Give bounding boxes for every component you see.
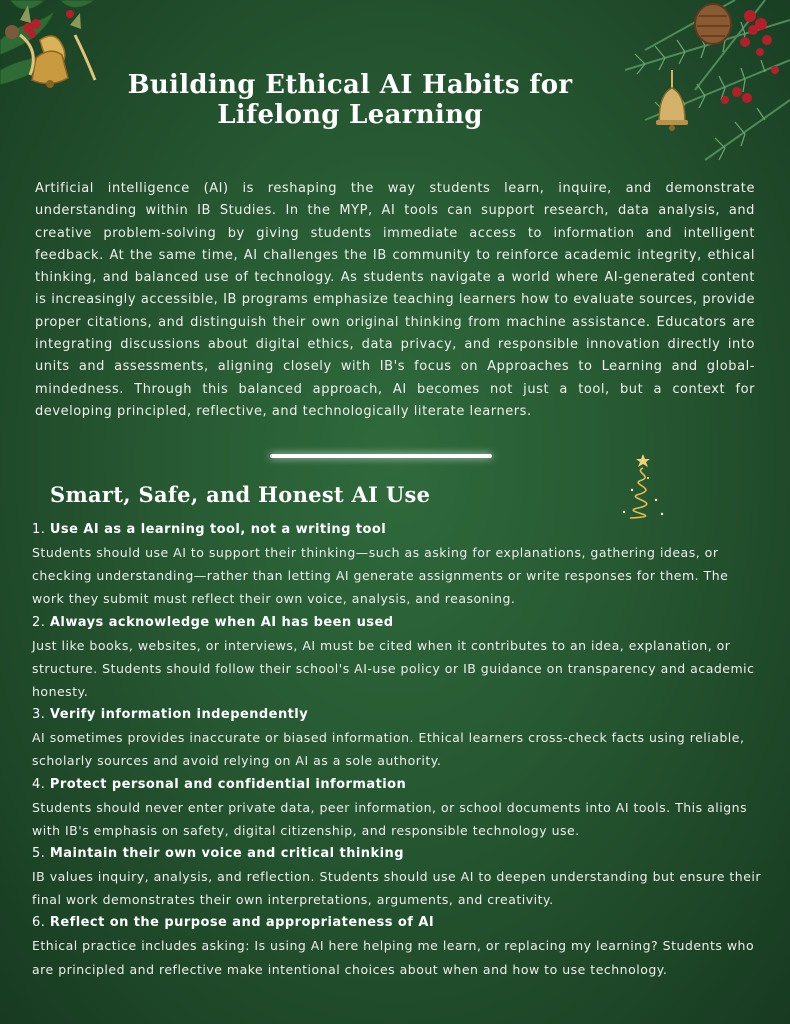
tip-title bbox=[32, 703, 762, 726]
tip-number: 4. bbox=[32, 776, 46, 792]
tip-title-text: Protect personal and confidential information bbox=[49, 776, 407, 792]
page-title: Building Ethical AI Habits for Lifelong Learning bbox=[127, 70, 573, 130]
tip-title bbox=[32, 842, 762, 865]
tip-body: AI sometimes provides inaccurate or biased information. Ethical learners cross-check facts using reliable, scholarly sources and avoid relying on AI as a sole authority. bbox=[32, 730, 745, 769]
intro-paragraph: Artificial intelligence (AI) is reshaping the way students learn, inquire, and demonstrate understanding within IB Studies. In the MYP, AI tools can support research, data analysis, and creative problem-solving by giving students immediate access to information and intelligent feedback. At the same time, AI challenges the IB community to reinforce academic integrity, ethical thinking, and balanced use of technology. As students navigate a world where AI-generated content is increasingly accessible, IB programs emphasize teaching learners how to evaluate sources, provide proper citations, and distinguish their own original thinking from machine assistance. Educators are integrating discussions about digital ethics, data privacy, and responsible innovation directly into units and assessments, aligning closely with IB's focus on Approaches to Learning and global-mindedness. Through this balanced approach, AI becomes not just a tool, but a context for developing principled, reflective, and technologically literate learners. bbox=[35, 181, 755, 419]
tip-body: Just like books, websites, or interviews, AI must be cited when it contributes to an idea, explanation, or structure. Students should follow their school's AI-use policy or IB guidance on transparency and academic honesty. bbox=[32, 637, 755, 700]
tip-title-text: Reflect on the purpose and appropriateness of AI bbox=[49, 915, 435, 931]
tip-number: 5. bbox=[32, 846, 46, 862]
list-item bbox=[32, 773, 762, 842]
tip-title bbox=[32, 611, 762, 634]
tip-title bbox=[32, 773, 762, 796]
christmas-tree-icon bbox=[612, 450, 674, 522]
section-heading: Smart, Safe, and Honest AI Use bbox=[50, 482, 431, 507]
list-item bbox=[32, 703, 762, 772]
tip-body: Students should use AI to support their thinking—such as asking for explanations, gathering ideas, or checking understanding—rather than letting AI generate assignments or write responses for them. The work they submit must reflect their own voice, analysis, and reasoning. bbox=[32, 545, 729, 607]
tip-body: Ethical practice includes asking: Is using AI here helping me learn, or replacing my learning? Students who are principled and reflective make intentional choices about when and how to use technology. bbox=[32, 938, 755, 977]
tip-title-text: Maintain their own voice and critical thinking bbox=[49, 846, 404, 862]
tip-body: IB values inquiry, analysis, and reflection. Students should use AI to deepen understanding but ensure their final work demonstrates their own interpretations, arguments, and creativity. bbox=[32, 869, 762, 908]
tip-number: 1. bbox=[32, 522, 46, 537]
tip-title-text: Always acknowledge when AI has been used bbox=[49, 614, 394, 630]
tip-title-text: Verify information independently bbox=[49, 707, 309, 723]
tip-title bbox=[32, 911, 762, 934]
list-item bbox=[32, 842, 762, 911]
list-item bbox=[32, 518, 762, 611]
list-item bbox=[32, 911, 762, 980]
tip-number: 3. bbox=[32, 707, 46, 723]
tip-body: Students should never enter private data, peer information, or school documents into AI tools. This aligns with IB's emphasis on safety, digital citizenship, and responsible technology use. bbox=[32, 799, 748, 838]
tip-number: 6. bbox=[32, 915, 46, 931]
tips-list bbox=[32, 518, 762, 981]
pine-bell-decoration-icon bbox=[585, 0, 790, 170]
glowing-divider bbox=[270, 454, 492, 458]
list-item bbox=[32, 611, 762, 704]
tip-title-text: Use AI as a learning tool, not a writing tool bbox=[49, 522, 387, 537]
tip-title bbox=[32, 518, 762, 541]
tip-number: 2. bbox=[32, 614, 46, 630]
